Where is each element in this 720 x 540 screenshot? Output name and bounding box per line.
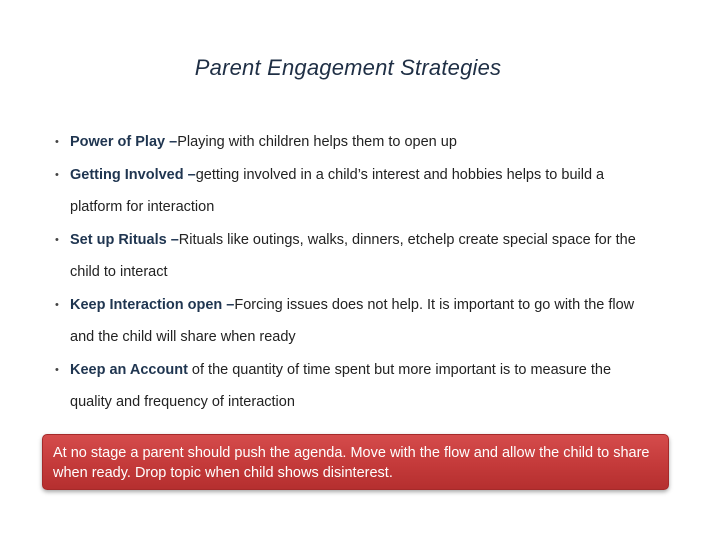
bullet-dot-icon: • xyxy=(55,136,59,148)
bullet-term: Power of Play – xyxy=(70,134,178,150)
bullet-text: Playing with children helps them to open up xyxy=(177,134,457,150)
list-item xyxy=(55,289,645,354)
bullet-dot-icon: • xyxy=(55,363,59,376)
bullet-term: Keep Interaction open – xyxy=(70,296,235,313)
bullet-dot-icon: • xyxy=(55,168,59,181)
bullet-list xyxy=(55,126,645,419)
bullet-text: Rituals like outings, walks, dinners, etchelp create special space for the child to interact xyxy=(70,231,636,280)
list-item xyxy=(55,159,645,224)
callout-box: At no stage a parent should push the agenda. Move with the flow and allow the child to share when ready. Drop topic when child shows disinterest. xyxy=(42,434,669,490)
bullet-text: Forcing issues does not help. It is important to go with the flow and the child will share when ready xyxy=(70,296,635,345)
slide-title: Parent Engagement Strategies xyxy=(194,55,502,80)
list-item xyxy=(55,354,645,419)
bullet-text: getting involved in a child’s interest and hobbies helps to build a platform for interaction xyxy=(70,166,605,215)
list-item xyxy=(55,126,645,159)
list-item xyxy=(55,224,645,289)
bullet-text: of the quantity of time spent but more important is to measure the quality and frequency of interaction xyxy=(70,361,612,410)
bullet-dot-icon: • xyxy=(55,233,59,246)
bullet-term: Getting Involved – xyxy=(70,166,196,183)
bullet-term: Keep an Account xyxy=(70,361,188,378)
bullet-dot-icon: • xyxy=(55,298,59,311)
bullet-term: Set up Rituals – xyxy=(70,231,179,248)
